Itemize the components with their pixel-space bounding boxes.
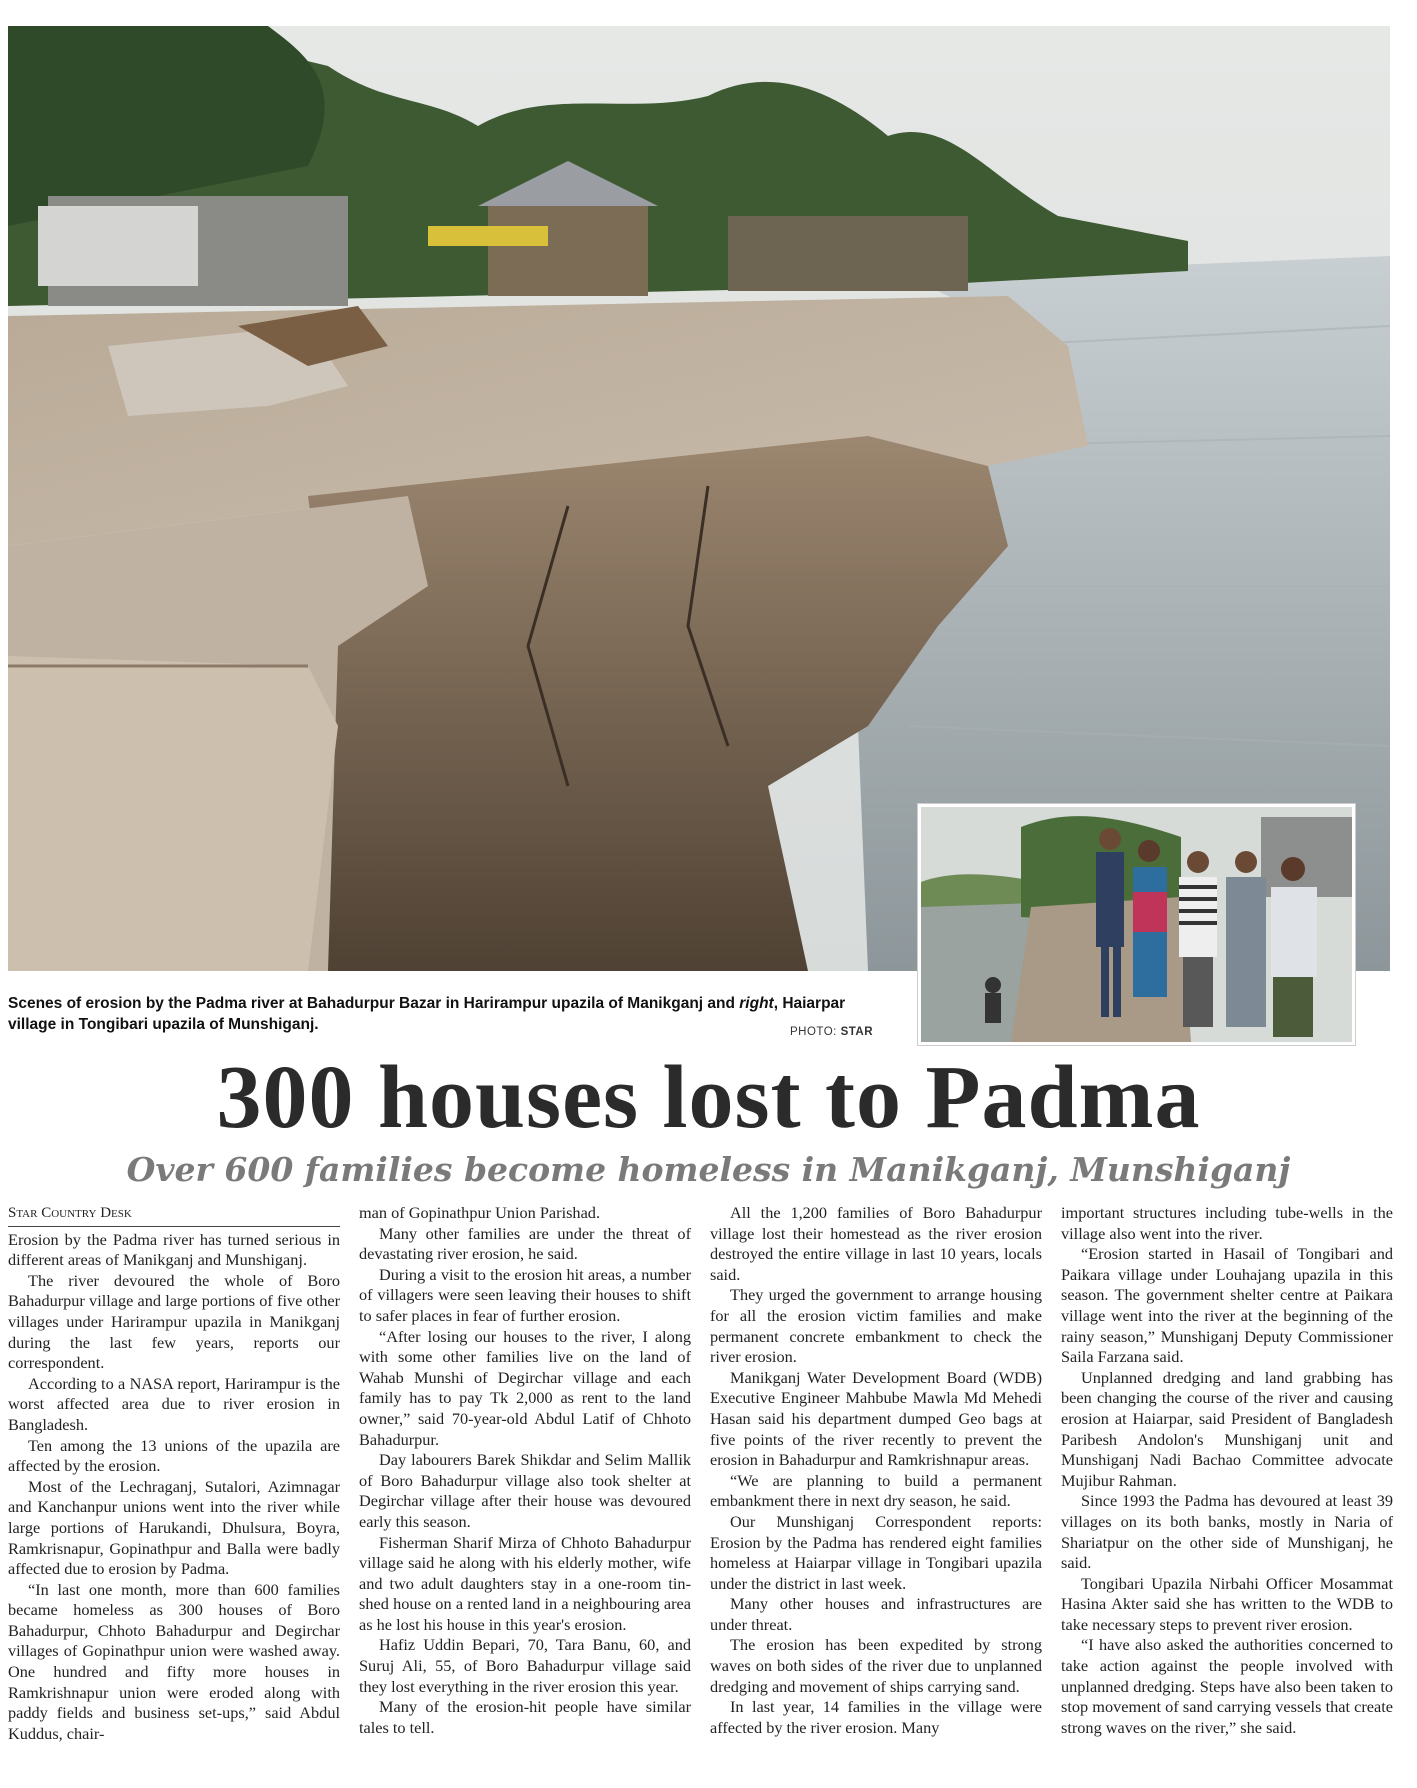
photo-caption xyxy=(8,993,888,1035)
photo-credit xyxy=(790,1026,873,1038)
photo-credit-label: PHOTO: xyxy=(790,1026,841,1038)
article-column-4 xyxy=(1061,1203,1393,1738)
paragraph: “After losing our houses to the river, I along with some other families live on the land of Wahab Munshi of Degirchar village and each family has to pay Tk 2,000 as rent to the land owner,” said 70-year-old Abdul Latif of Chhoto Bahadurpur. xyxy=(359,1326,691,1449)
article-column-1 xyxy=(8,1203,340,1744)
paragraph: Many other houses and infrastructures are under threat. xyxy=(710,1594,1042,1634)
paragraph: Most of the Lechraganj, Sutalori, Azimnagar and Kanchanpur unions went into the river while large portions of Harukandi, Dhulsura, Boyra, Ramkrisnapur, Gopinathpur and Balla were badly affected due to erosion by Padma. xyxy=(8,1476,340,1579)
paragraph: They urged the government to arrange housing for all the erosion victim families and make permanent concrete embankment to check the river erosion. xyxy=(710,1285,1042,1367)
paragraph: Many of the erosion-hit people have similar tales to tell. xyxy=(359,1697,691,1737)
inset-photo-illustration xyxy=(921,807,1352,1042)
paragraph: Tongibari Upazila Nirbahi Officer Mosammat Hasina Akter said she has written to the WDB to take necessary steps to prevent river erosion. xyxy=(1061,1573,1393,1634)
paragraph: Manikganj Water Development Board (WDB) Executive Engineer Mahbube Mawla Md Mehedi Hasan said his department dumped Geo bags at five points of the river recently to prevent the erosion in Bahadurpur and Ramkrishnapur areas. xyxy=(710,1367,1042,1470)
paragraph: Ten among the 13 unions of the upazila are affected by the erosion. xyxy=(8,1435,340,1476)
paragraph: According to a NASA report, Harirampur is the worst affected area due to river erosion in Bangladesh. xyxy=(8,1373,340,1434)
caption-text-1: Scenes of erosion by the Padma river at Bahadurpur Bazar in Harirampur upazila of Manikganj and xyxy=(8,995,740,1012)
paragraph: “I have also asked the authorities concerned to take action against the people involved with unplanned dredging. Steps have also been taken to stop movement of sand carrying vessels that create strong waves on the river,” she said. xyxy=(1061,1635,1393,1737)
caption-italic: right xyxy=(739,995,774,1012)
paragraph: In last year, 14 families in the village were affected by the river erosion. Many xyxy=(710,1697,1042,1737)
paragraph: The erosion has been expedited by strong waves on both sides of the river due to unplanned dredging and movement of ships carrying sand. xyxy=(710,1635,1042,1696)
paragraph: Many other families are under the threat of devastating river erosion, he said. xyxy=(359,1223,691,1264)
paragraph: “We are planning to build a permanent embankment there in next dry season, he said. xyxy=(710,1470,1042,1511)
paragraph: Day labourers Barek Shikdar and Selim Mallik of Boro Bahadurpur village also took shelter at Degirchar village after their house was devoured early this season. xyxy=(359,1450,691,1531)
subheadline: Over 600 families become homeless in Manikganj, Munshiganj xyxy=(126,1150,1291,1189)
paragraph: “In last one month, more than 600 families became homeless as 300 houses of Boro Bahadurpur, Chhoto Bahadurpur and Degirchar villages of Gopinathpur union were washed away. One hundred and fifty more houses in Ramkrishnapur union were eroded along with paddy fields and business set-ups,” said Abdul Kuddus, chair- xyxy=(8,1579,340,1743)
paragraph: All the 1,200 families of Boro Bahadurpur village lost their homestead as the river erosion destroyed the entire village in last 10 years, locals said. xyxy=(710,1203,1042,1284)
paragraph: Since 1993 the Padma has devoured at least 39 villages on its both banks, mostly in Naria of Shariatpur on the other side of Munshiganj, he said. xyxy=(1061,1491,1393,1573)
paragraph: important structures including tube-wells in the village also went into the river. xyxy=(1061,1203,1393,1243)
paragraph: Hafiz Uddin Bepari, 70, Tara Banu, 60, and Suruj Ali, 55, of Boro Bahadurpur village said they lost everything in the river erosion this year. xyxy=(359,1635,691,1696)
paragraph: The river devoured the whole of Boro Bahadurpur village and large portions of five other villages under Harirampur upazila in Manikganj during the last few years, reports our correspondent. xyxy=(8,1270,340,1373)
paragraph: Our Munshiganj Correspondent reports: Erosion by the Padma has rendered eight families homeless at Haiarpar village in Tongibari upazila under the district in last week. xyxy=(710,1511,1042,1593)
article-column-3 xyxy=(710,1203,1042,1738)
paragraph: “Erosion started in Hasail of Tongibari and Paikara village under Louhajang upazila in this season. The government shelter centre at Paikara village went into the river at the beginning of the rainy season,” Munshiganj Deputy Commissioner Saila Farzana said. xyxy=(1061,1244,1393,1367)
headline: 300 houses lost to Padma xyxy=(216,1048,1201,1147)
caption-text-2: , Haiarpar village in Tongibari upazila of Munshiganj. xyxy=(8,995,846,1033)
paragraph: During a visit to the erosion hit areas, a number of villagers were seen leaving their houses to shift to safer places in fear of further erosion. xyxy=(359,1264,691,1325)
photo-credit-source: STAR xyxy=(840,1026,874,1038)
paragraph: Fisherman Sharif Mirza of Chhoto Bahadurpur village said he along with his elderly mother, wife and two adult daughters stay in a one-room tin-shed house on a rented land in a neighbouring area as he lost his house in this year's erosion. xyxy=(359,1532,691,1634)
article-column-2 xyxy=(359,1203,691,1738)
paragraph: Unplanned dredging and land grabbing has been changing the course of the river and causing erosion at Haiarpar, said President of Bangladesh Paribesh Andolon's Munshiganj unit and Munshiganj Nadi Bachao Committee advocate Mujibur Rahman. xyxy=(1061,1367,1393,1490)
paragraph: Erosion by the Padma river has turned serious in different areas of Manikganj and Munshiganj. xyxy=(8,1229,340,1270)
inset-photo xyxy=(918,804,1355,1045)
paragraph: man of Gopinathpur Union Parishad. xyxy=(359,1203,601,1222)
byline: Star Country Desk xyxy=(8,1203,340,1227)
